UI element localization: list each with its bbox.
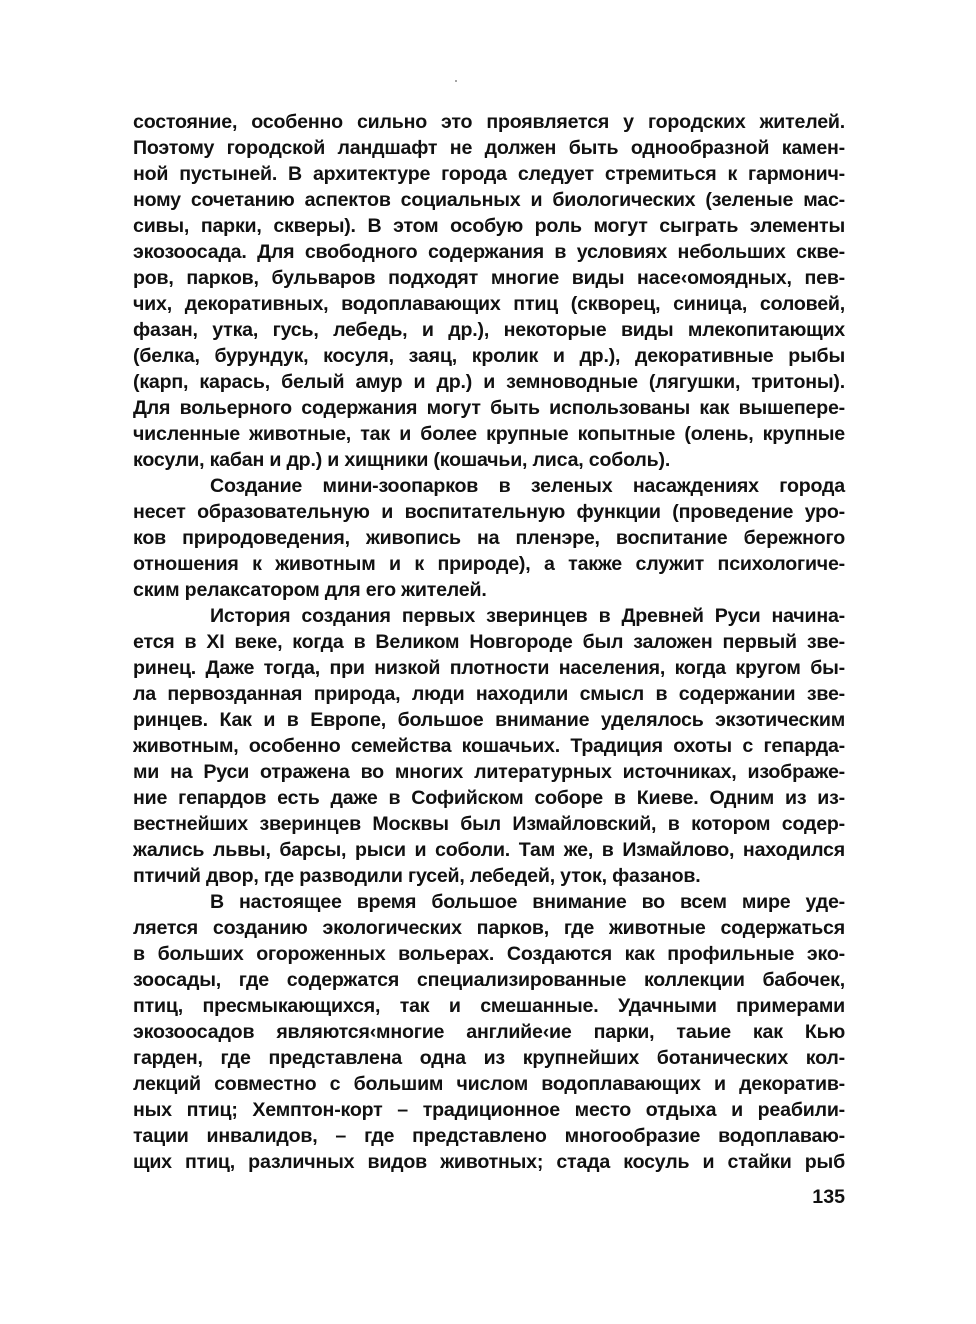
text-line: ному сочетанию аспектов социальных и биологических (зеленые мас- — [133, 189, 845, 211]
text-line: чих, декоративных, водоплавающих птиц (скворец, синица, соловей, — [133, 293, 845, 315]
paragraph-4 — [133, 889, 845, 1175]
text-line: ной пустыней. В архитектуре города следует стремиться к гармонич- — [133, 163, 845, 185]
text-line: сивы, парки, скверы). В этом особую роль могут сыграть элементы — [133, 215, 845, 237]
text-line: ние гепардов есть даже в Софийском соборе в Киеве. Одним из из- — [133, 787, 845, 809]
scan-speck — [455, 80, 457, 82]
text-line: (белка, бурундук, косуля, заяц, кролик и др.), декоративные рыбы — [133, 345, 845, 367]
text-line: гарден, где представлена одна из крупнейших ботанических кол- — [133, 1047, 845, 1069]
text-line: ми на Руси отражена во многих литературных источниках, изображе- — [133, 761, 845, 783]
text-line: Создание мини-зоопарков в зеленых насаждениях города — [210, 475, 845, 497]
body-text — [133, 109, 845, 1175]
text-line: птиц, пресмыкающихся, так и смешанные. Удачными примерами — [133, 995, 845, 1017]
text-line: косули, кабан и др.) и хищники (кошачьи, лиса, соболь). — [133, 449, 671, 471]
text-line: ных птиц; Хемптон-корт – традиционное место отдыха и реабили- — [133, 1099, 845, 1121]
text-line: Для вольерного содержания могут быть использованы как вышепере- — [133, 397, 845, 419]
text-line: щих птиц, различных видов животных; стада косуль и стайки рыб — [133, 1151, 845, 1173]
text-line: зоосады, где содержатся специализированные коллекции бабочек, — [133, 969, 845, 991]
text-line: состояние, особенно сильно это проявляется у городских жителей. — [133, 111, 845, 133]
text-line: ляется созданию экологических парков, где животные содержаться — [133, 917, 845, 939]
text-line: птичий двор, где разводили гусей, лебедей, уток, фазанов. — [133, 865, 701, 887]
text-line: отношения к животным и к природе), а также служит психологиче- — [133, 553, 845, 575]
text-line: (карп, карась, белый амур и др.) и земноводные (лягушки, тритоны). — [133, 371, 845, 393]
text-line: фазан, утка, гусь, лебедь, и др.), некоторые виды млекопитающих — [133, 319, 845, 341]
text-line: ринцев. Как и в Европе, большое внимание уделялось экзотическим — [133, 709, 845, 731]
text-line: История создания первых зверинцев в Древней Руси начина- — [210, 605, 845, 627]
paragraph-3 — [133, 603, 845, 889]
paragraph-1 — [133, 109, 845, 473]
text-line: жались львы, барсы, рыси и соболи. Там же, в Измайлово, находился — [133, 839, 845, 861]
text-line: экозоосадов являются‹многие английе‹ие парки, таьие как Кью — [133, 1021, 845, 1043]
text-line: в больших огороженных вольерах. Создаются как профильные эко- — [133, 943, 845, 965]
text-line: ков природоведения, живопись на пленэре, воспитание бережного — [133, 527, 845, 549]
text-line: ется в XI веке, когда в Великом Новгороде был заложен первый зве- — [133, 631, 845, 653]
text-line: вестнейших зверинцев Москвы был Измайловский, в котором содер- — [133, 813, 845, 835]
text-line: экозоосада. Для свободного содержания в условиях небольших скве- — [133, 241, 845, 263]
text-line: Поэтому городской ландшафт не должен быть однообразной камен- — [133, 137, 845, 159]
text-line: лекций совместно с большим числом водоплавающих и декоратив- — [133, 1073, 845, 1095]
paragraph-2 — [133, 473, 845, 603]
text-line: ла первозданная природа, люди находили смысл в содержании зве- — [133, 683, 845, 705]
text-line: ским релаксатором для его жителей. — [133, 579, 487, 601]
text-line: ринец. Даже тогда, при низкой плотности населения, когда кругом бы- — [133, 657, 845, 679]
text-line: несет образовательную и воспитательную функции (проведение уро- — [133, 501, 845, 523]
text-line: тации инвалидов, – где представлено многообразие водоплаваю- — [133, 1125, 845, 1147]
text-line: численные животные, так и более крупные копытные (олень, крупные — [133, 423, 845, 445]
text-line: В настоящее время большое внимание во всем мире уде- — [210, 891, 845, 913]
text-line: животным, особенно семейства кошачьих. Традиция охоты с гепарда- — [133, 735, 845, 757]
page-number: 135 — [812, 1186, 845, 1208]
text-line: ров, парков, бульваров подходят многие виды насе‹омоядных, пев- — [133, 267, 845, 289]
